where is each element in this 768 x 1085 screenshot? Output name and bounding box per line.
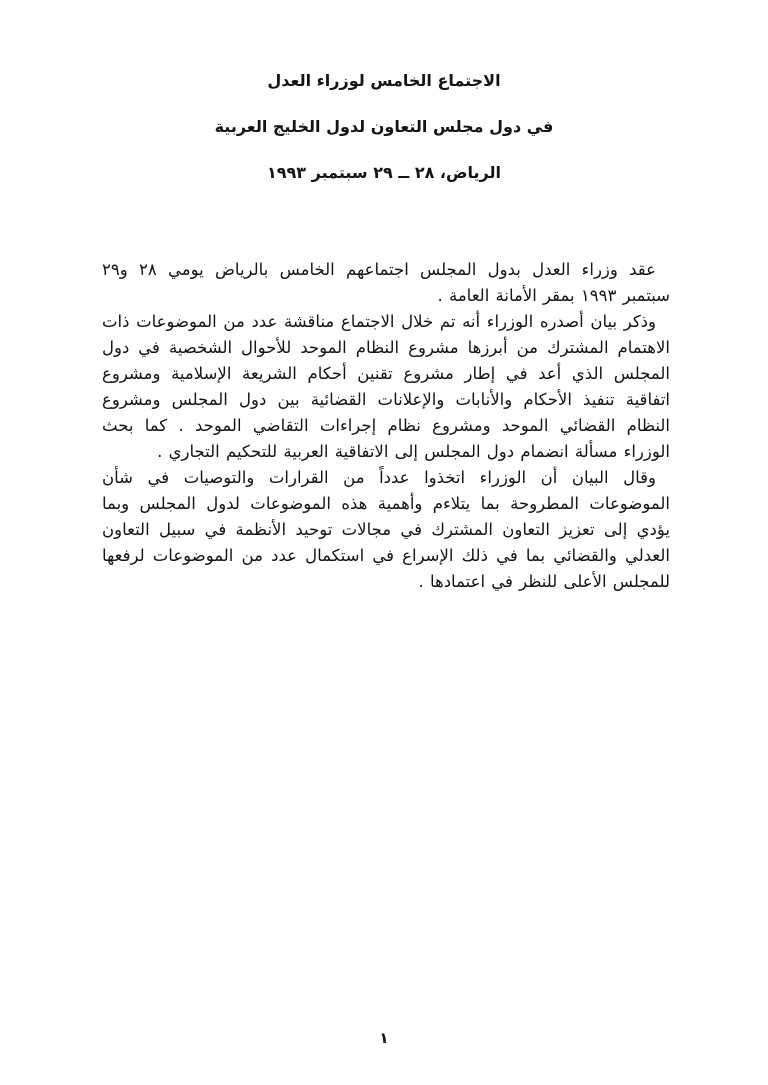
page-footer	[0, 1028, 768, 1047]
paragraph-meeting-held: عقد وزراء العدل بدول المجلس اجتماعهم الخامس بالرياض يومي ٢٨ و٢٩ سبتمبر ١٩٩٣ بمقر الأمانة العامة .	[102, 260, 670, 305]
paragraph-statement-topics: وذكر بيان أصدره الوزراء أنه تم خلال الاجتماع مناقشة عدد من الموضوعات ذات الاهتمام المشترك من أبرزها مشروع النظام الموحد للأحوال الشخصية في دول المجلس الذي أعد في إطار مشروع تقنين أحكام الشريعة الإسلامية ومشروع اتفاقية تنفيذ الأحكام والأنابات والإعلانات القضائية بين دول المجلس ومشروع النظام القضائي الموحد ومشروع نظام إجراءات التقاضي الموحد . كما بحث الوزراء مسألة انضمام دول المجلس إلى الاتفاقية العربية للتحكيم التجاري .	[102, 312, 670, 461]
document-body	[102, 257, 670, 595]
document-subtitle: في دول مجلس التعاون لدول الخليج العربية	[214, 117, 554, 136]
document-title: الاجتماع الخامس لوزراء العدل	[267, 71, 501, 90]
document-title-block	[0, 70, 768, 208]
paragraph-decisions: وقال البيان أن الوزراء اتخذوا عدداً من القرارات والتوصيات في شأن الموضوعات المطروحة بما يتلاءم وأهمية هذه الموضوعات لدول المجلس وبما يؤدي إلى تعزيز التعاون المشترك في مجالات توحيد الأنظمة في سبيل التعاون العدلي والقضائي بما في ذلك الإسراع في استكمال عدد من الموضوعات لرفعها للمجلس الأعلى للنظر في اعتمادها .	[102, 468, 670, 591]
document-date-line: الرياض، ٢٨ ــ ٢٩ سبتمبر ١٩٩٣	[267, 163, 501, 182]
page-number: ١	[379, 1029, 389, 1047]
